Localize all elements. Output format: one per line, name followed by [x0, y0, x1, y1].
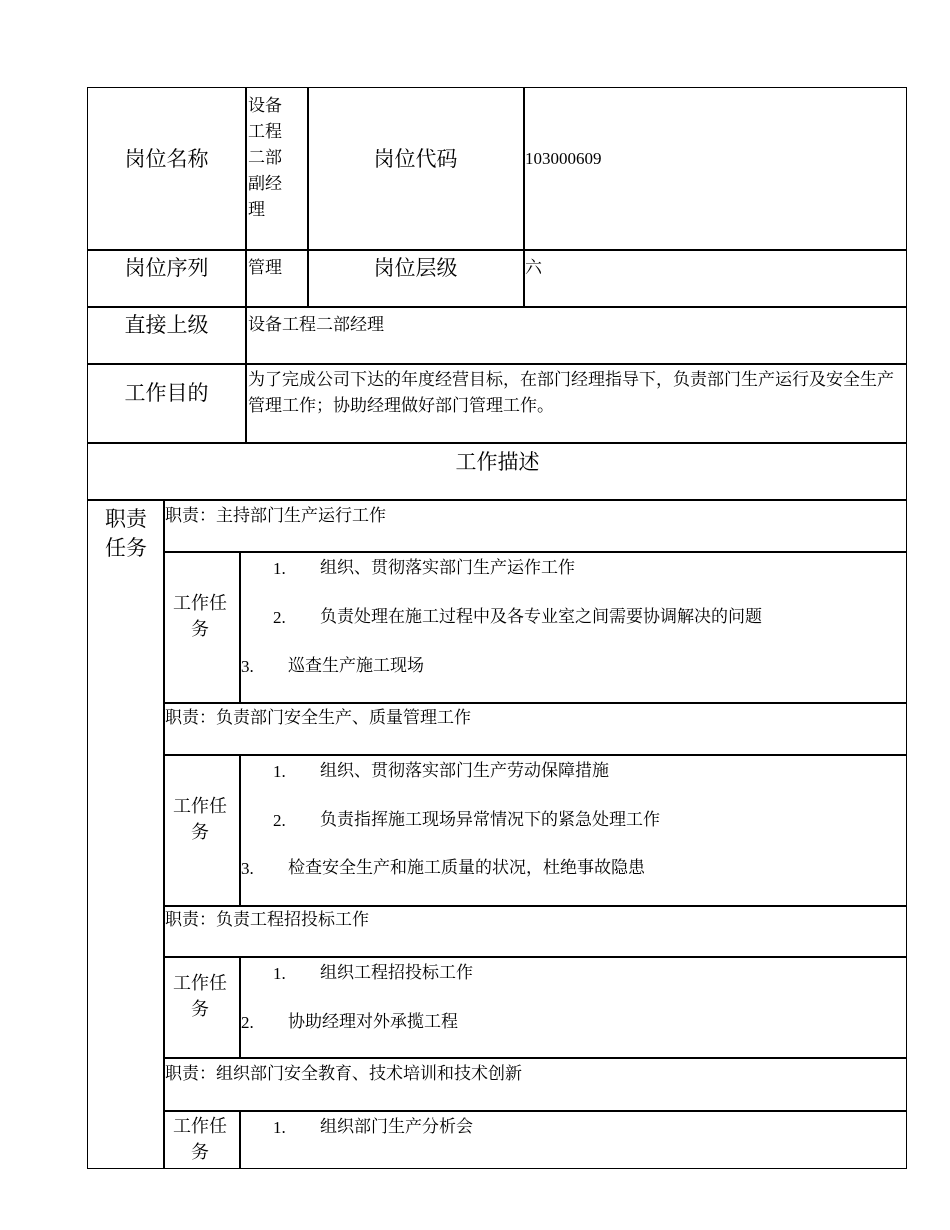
task-number: 2. [241, 1013, 254, 1032]
post-name-label: 岗位名称 [124, 147, 209, 171]
post-level-value: 六 [525, 258, 542, 277]
row-divider [163, 551, 907, 553]
duty-title: 职责：组织部门安全教育、技术培训和技术创新 [165, 1064, 522, 1083]
post-series-value: 管理 [248, 258, 282, 277]
task-number: 1. [273, 559, 286, 578]
col-divider [239, 551, 241, 703]
row-divider [163, 702, 907, 704]
task-label: 工作任务 [173, 973, 227, 1019]
task-number: 2. [273, 811, 286, 830]
row-divider [163, 754, 907, 756]
post-code-value: 103000609 [525, 149, 602, 168]
purpose-label: 工作目的 [124, 381, 209, 405]
row-divider [87, 363, 907, 365]
col-divider [239, 956, 241, 1058]
task-item: 组织工程招投标工作 [320, 963, 473, 982]
task-label: 工作任务 [173, 593, 227, 639]
row-divider [87, 499, 907, 501]
row-divider [163, 956, 907, 958]
task-item: 巡查生产施工现场 [288, 656, 424, 675]
task-item: 负责处理在施工过程中及各专业室之间需要协调解决的问题 [320, 607, 762, 626]
row-divider [163, 1110, 907, 1112]
post-code-label: 岗位代码 [373, 147, 458, 171]
description-title: 工作描述 [455, 450, 540, 474]
row-divider [87, 306, 907, 308]
task-item: 组织、贯彻落实部门生产运作工作 [320, 558, 575, 577]
duty-title: 职责：负责部门安全生产、质量管理工作 [165, 708, 471, 727]
task-number: 1. [273, 964, 286, 983]
superior-label: 直接上级 [124, 313, 209, 337]
task-item: 组织、贯彻落实部门生产劳动保障措施 [320, 761, 609, 780]
superior-value: 设备工程二部经理 [248, 315, 384, 334]
task-item: 协助经理对外承揽工程 [288, 1012, 458, 1031]
task-number: 1. [273, 1118, 286, 1137]
task-number: 1. [273, 762, 286, 781]
task-label: 工作任务 [173, 1116, 227, 1162]
task-number: 3. [241, 859, 254, 878]
duty-title: 职责：主持部门生产运行工作 [165, 506, 386, 525]
task-number: 2. [273, 608, 286, 627]
task-number: 3. [241, 657, 254, 676]
task-label: 工作任务 [173, 796, 227, 842]
post-name-value: 设备工程二部副经理 [248, 96, 282, 219]
post-series-label: 岗位序列 [124, 256, 209, 280]
task-item: 负责指挥施工现场异常情况下的紧急处理工作 [320, 810, 660, 829]
col-divider [239, 1110, 241, 1169]
row-divider [87, 442, 907, 444]
col-divider [245, 87, 247, 443]
duty-section-label: 职责任务 [105, 507, 147, 560]
row-divider [163, 1057, 907, 1059]
row-divider [87, 249, 907, 251]
task-item: 组织部门生产分析会 [320, 1117, 473, 1136]
purpose-value: 为了完成公司下达的年度经营目标，在部门经理指导下，负责部门生产运行及安全生产管理工作；协助经理做好部门管理工作。 [248, 370, 894, 415]
duty-title: 职责：负责工程招投标工作 [165, 910, 369, 929]
col-divider [239, 754, 241, 906]
post-level-label: 岗位层级 [373, 256, 458, 280]
task-item: 检查安全生产和施工质量的状况，杜绝事故隐患 [288, 858, 645, 877]
